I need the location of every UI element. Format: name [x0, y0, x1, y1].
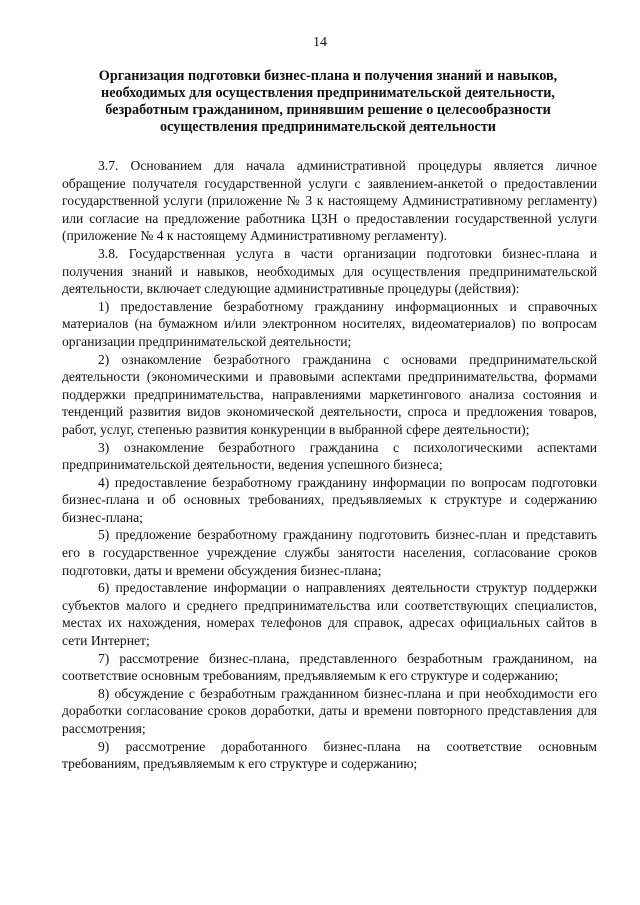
list-item-7: 7) рассмотрение бизнес-плана, представленного безработным гражданином, на соответствие основным требованиям, предъявляемым к его структуре и содержанию;	[62, 650, 597, 684]
page-number: 14	[313, 35, 327, 50]
list-item-2: 2) ознакомление безработного гражданина с основами предпринимательской деятельности (экономическими и правовыми аспектами предпринимательства, формами поддержки предпринимательства, направлениями маркетингового анализа состояния и тенденций развития видов экономической деятельности, спроса и предложения товаров, работ, услуг, степенью развития конкуренции в выбранной сфере деятельности);	[62, 351, 597, 437]
list-item-8: 8) обсуждение с безработным гражданином бизнес-плана и при необходимости его доработки согласование сроков доработки, даты и времени повторного представления для рассмотрения;	[62, 685, 597, 736]
list-item-3: 3) ознакомление безработного гражданина с психологическими аспектами предпринимательской деятельности, ведения успешного бизнеса;	[62, 439, 597, 473]
paragraph-3-8: 3.8. Государственная услуга в части организации подготовки бизнес-плана и получения знаний и навыков, необходимых для осуществления предпринимательской деятельности, включает следующие административные процедуры (действия):	[62, 245, 597, 297]
list-item-1: 1) предоставление безработному гражданину информационных и справочных материалов (на бумажном и/или электронном носителях, видеоматериалов) по вопросам организации предпринимательской деятельности;	[62, 298, 597, 349]
list-item-4: 4) предоставление безработному гражданину информации по вопросам подготовки бизнес-плана и об основных требованиях, предъявляемых к структуре и содержанию бизнес-плана;	[62, 474, 597, 525]
section-heading: Организация подготовки бизнес-плана и получения знаний и навыков, необходимых для осуществления предпринимательской деятельности, безработным гражданином, принявшим решение о целесообразности осуществления предпринимательской деятельности	[98, 68, 558, 135]
list-item-5: 5) предложение безработному гражданину подготовить бизнес-план и представить его в государственное учреждение службы занятости населения, согласование сроков подготовки, даты и времени обсуждения бизнес-плана;	[62, 527, 597, 578]
body-text	[62, 157, 597, 773]
list-item-9: 9) рассмотрение доработанного бизнес-плана на соответствие основным требованиям, предъявляемым к его структуре и содержанию;	[62, 738, 597, 772]
list-item-6: 6) предоставление информации о направлениях деятельности структур поддержки субъектов малого и среднего предпринимательства или соответствующих специалистов, местах их нахождения, номерах телефонов для справок, адресах официальных сайтов в сети Интернет;	[62, 580, 597, 649]
paragraph-3-7: 3.7. Основанием для начала административной процедуры является личное обращение получателя государственной услуги с заявлением-анкетой о предоставлении государственной услуги (приложение № 3 к настоящему Административному регламенту) или согласие на предложение работника ЦЗН о предоставлении государственной услуги (приложение № 4 к настоящему Административному регламенту).	[62, 158, 597, 244]
